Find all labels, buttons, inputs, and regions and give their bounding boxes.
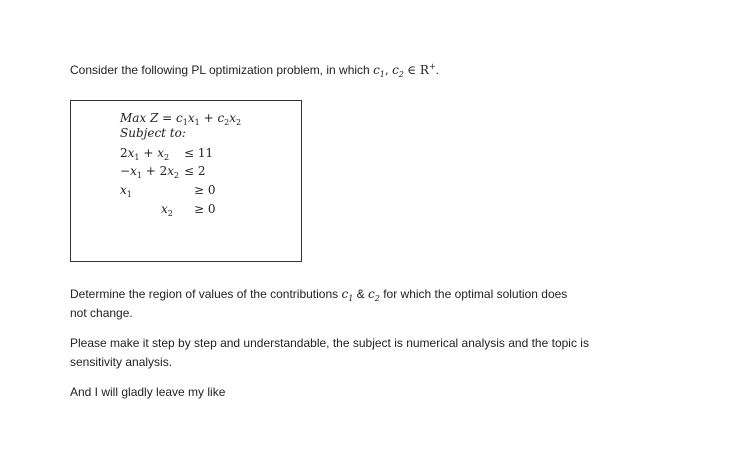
constraint-1: $2x_1 + x_2$ <box>120 146 170 162</box>
subject-to-label: Subject to: <box>120 126 186 140</box>
constraint-1-rhs: ≤ 11 <box>184 146 214 160</box>
constraint-2: $-x_1 + 2x_2$ <box>120 164 180 180</box>
set-membership: ∈ R+ <box>407 62 436 77</box>
nonneg-x1-rhs: ≥ 0 <box>194 183 216 197</box>
question-line-2: not change. <box>70 306 133 320</box>
problem-box <box>70 100 302 262</box>
c2-symbol: $c_2$ <box>392 63 404 79</box>
instructions-line-2: sensitivity analysis. <box>70 355 173 369</box>
intro-text: Consider the following PL optimization problem, in which <box>70 63 370 77</box>
nonneg-x2-rhs: ≥ 0 <box>194 202 216 216</box>
intro-line: Consider the following PL optimization problem, in which $c_1$, $c_2$ ∈ R+. <box>70 62 440 79</box>
instructions-line-1: Please make it step by step and understandable, the subject is numerical analysis and the topic is <box>70 336 589 350</box>
nonneg-x2-var: $x_2$ <box>161 202 173 218</box>
nonneg-x1-var: $x_1$ <box>120 183 132 199</box>
c1-symbol: $c_1$ <box>373 63 385 79</box>
objective-function: Max $Z = c_1x_1 + c_2x_2$ <box>120 111 242 127</box>
closing-line: And I will gladly leave my like <box>70 385 226 399</box>
c2-symbol: $c_2$ <box>368 287 380 303</box>
question-line-1: Determine the region of values of the contributions $c_1$ & $c_2$ for which the optimal solution does <box>70 287 568 303</box>
c1-symbol: $c_1$ <box>341 287 354 303</box>
constraint-2-rhs: ≤ 2 <box>184 164 206 178</box>
